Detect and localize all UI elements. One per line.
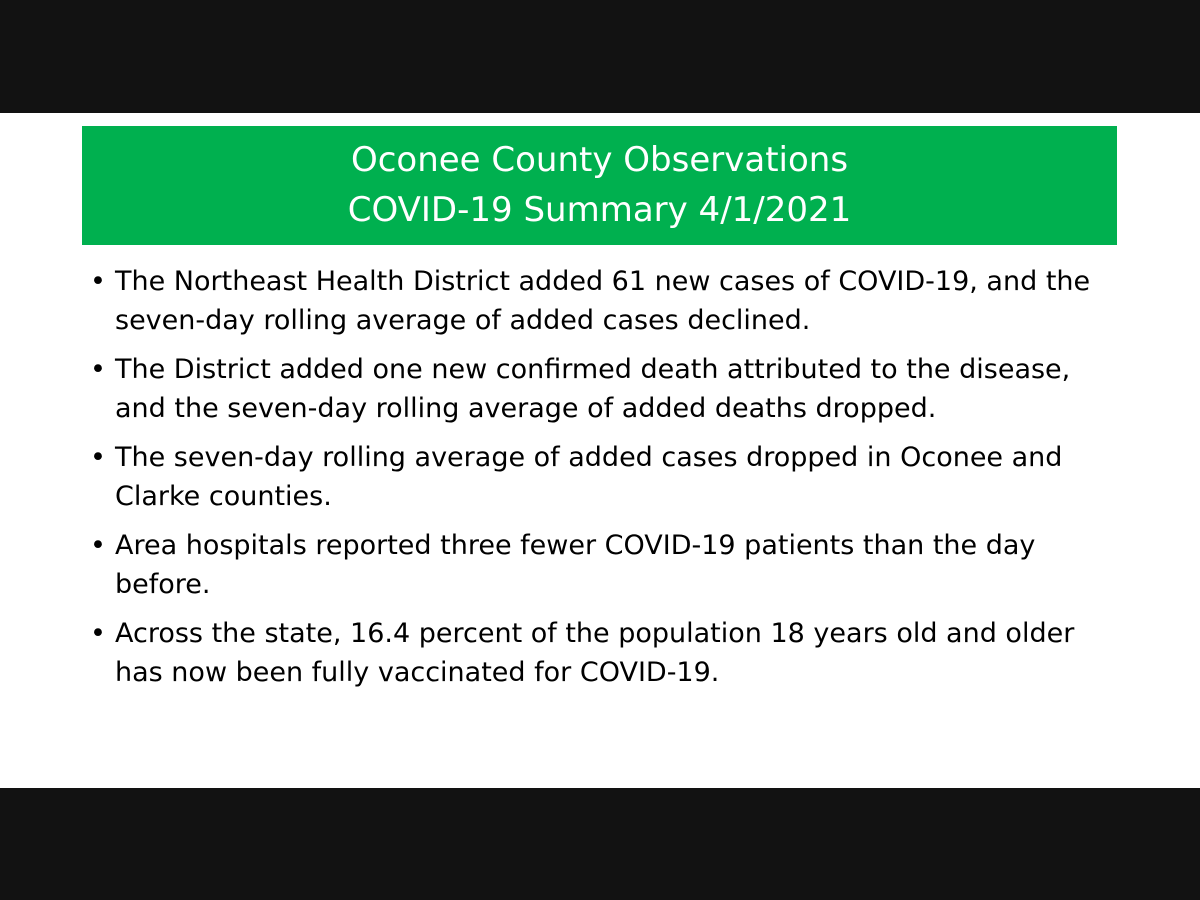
slide-subtitle: COVID-19 Summary 4/1/2021 xyxy=(347,190,852,230)
title-banner xyxy=(82,126,1117,245)
bullet-text: Across the state, 16.4 percent of the population 18 years old and older has now been fully vaccinated for COVID-19. xyxy=(115,618,1075,688)
slide xyxy=(0,113,1200,788)
bullet-dot: • xyxy=(90,354,106,385)
bullet-item xyxy=(88,614,1118,692)
bullet-dot: • xyxy=(90,618,106,649)
bullet-text: Area hospitals reported three fewer COVID-19 patients than the day before. xyxy=(115,530,1036,600)
bullet-item xyxy=(88,526,1118,604)
bullet-item xyxy=(88,350,1118,428)
slide-title: Oconee County Observations xyxy=(350,140,849,180)
bullet-item xyxy=(88,438,1118,516)
bullet-list xyxy=(88,262,1118,702)
bullet-text: The Northeast Health District added 61 new cases of COVID-19, and the seven-day rolling average of added cases declined. xyxy=(115,266,1091,336)
bullet-dot: • xyxy=(90,442,106,473)
bullet-item xyxy=(88,262,1118,340)
bullet-dot: • xyxy=(90,266,106,297)
bullet-dot: • xyxy=(90,530,106,561)
bullet-text: The District added one new confirmed death attributed to the disease, and the seven-day rolling average of added deaths dropped. xyxy=(115,354,1071,424)
bullet-text: The seven-day rolling average of added cases dropped in Oconee and Clarke counties. xyxy=(115,442,1063,512)
